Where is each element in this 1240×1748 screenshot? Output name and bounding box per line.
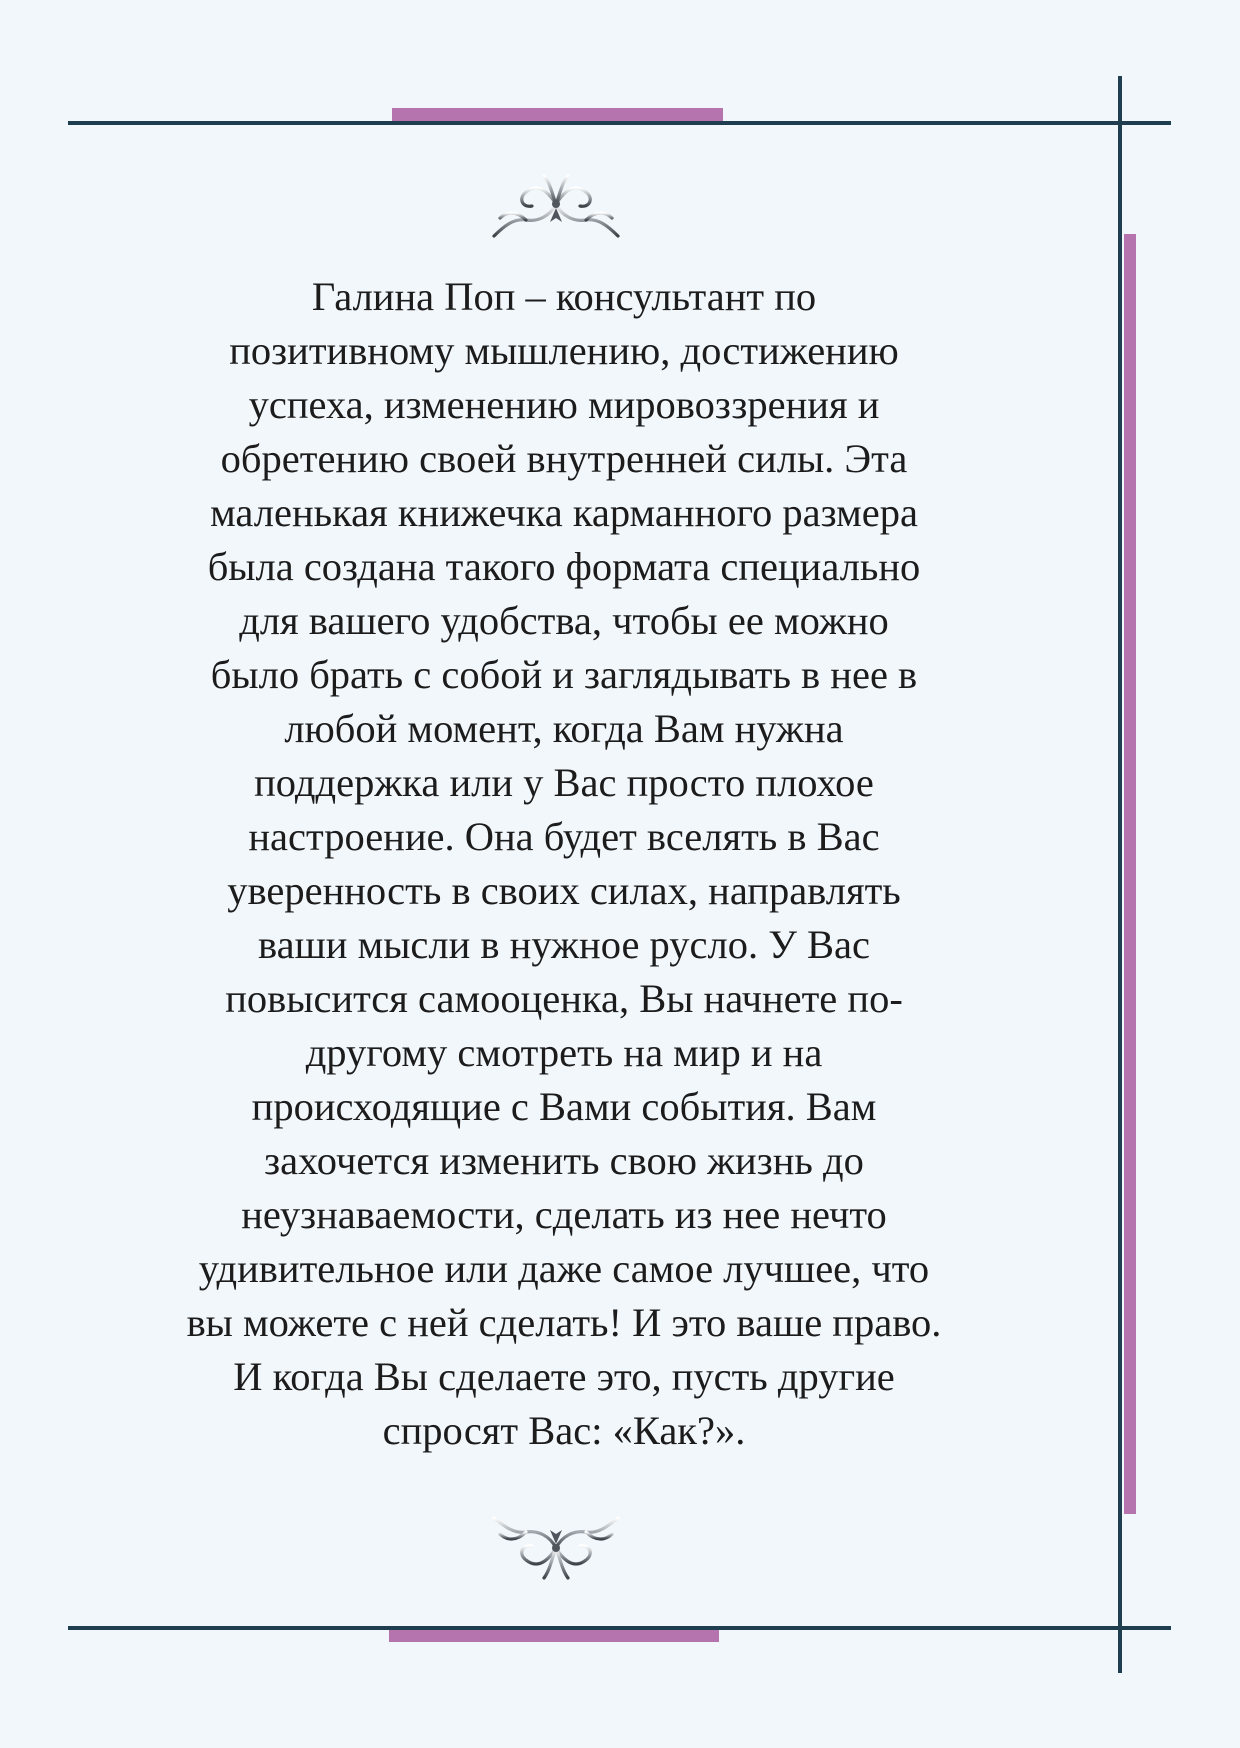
- top-accent-bar: [392, 108, 723, 121]
- text-line: любой момент, когда Вам нужна: [284, 706, 844, 751]
- text-line: было брать с собой и заглядывать в нее в: [210, 652, 918, 697]
- text-line: уверенность в своих силах, направлять: [227, 868, 901, 913]
- text-line: настроение. Она будет вселять в Вас: [248, 814, 880, 859]
- text-line: вы можете с ней сделать! И это ваше право.: [186, 1300, 942, 1345]
- right-frame-line: [1118, 76, 1122, 1673]
- top-frame-line: [68, 121, 1171, 125]
- text-line: удивительное или даже самое лучшее, что: [198, 1246, 930, 1291]
- bottom-ornament-icon: [486, 1512, 626, 1584]
- text-line: спросят Вас: «Как?».: [382, 1408, 746, 1453]
- text-line: происходящие с Вами события. Вам: [251, 1084, 877, 1129]
- text-line: была создана такого формата специально: [207, 544, 921, 589]
- text-line: неузнаваемости, сделать из нее нечто: [241, 1192, 887, 1237]
- text-line: обретению своей внутренней силы. Эта: [220, 436, 908, 481]
- text-line: повысится самооценка, Вы начнете по-: [225, 976, 903, 1021]
- text-line: для вашего удобства, чтобы ее можно: [239, 598, 889, 643]
- text-line: захочется изменить свою жизнь до: [264, 1138, 864, 1183]
- text-line: успеха, изменению мировоззрения и: [248, 382, 880, 427]
- right-accent-bar: [1124, 234, 1136, 1514]
- text-line: Галина Поп – консультант по: [311, 274, 817, 319]
- text-line: И когда Вы сделаете это, пусть другие: [233, 1354, 895, 1399]
- text-line: другому смотреть на мир и на: [305, 1030, 823, 1075]
- top-ornament-icon: [486, 170, 626, 242]
- text-line: поддержка или у Вас просто плохое: [254, 760, 874, 805]
- text-line: ваши мысли в нужное русло. У Вас: [258, 922, 870, 967]
- text-line: позитивному мышлению, достижению: [229, 328, 899, 373]
- text-line: маленькая книжечка карманного размера: [210, 490, 918, 535]
- bottom-accent-bar: [389, 1630, 719, 1642]
- body-text: [104, 270, 1024, 1458]
